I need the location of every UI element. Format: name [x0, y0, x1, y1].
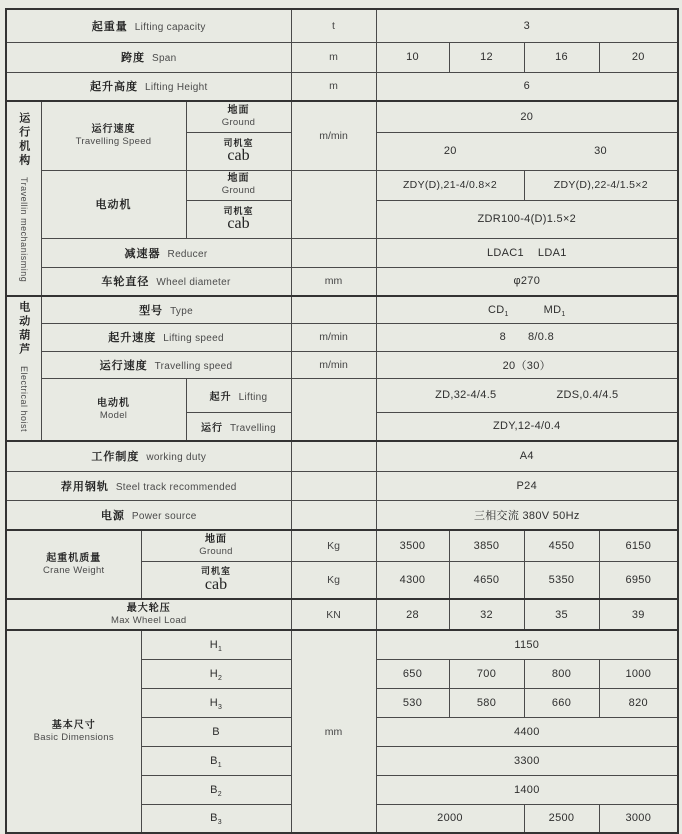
- hoist-motor-label-zh: 电动机: [97, 397, 130, 409]
- basic-dimensions-label-en: Basic Dimensions: [33, 731, 114, 743]
- row-hoist-travelling-speed: [6, 351, 678, 378]
- hoist-type-label: [41, 296, 291, 323]
- wheel-diameter-label-zh: 车轮直径: [101, 276, 150, 289]
- crane-weight-ground-zh: 地面: [205, 534, 227, 546]
- hoist-motor-unit: [291, 378, 376, 441]
- hoist-lifting-speed-label: [41, 323, 291, 351]
- working-duty-unit: [291, 441, 376, 471]
- travel-speed-label-zh: 运行速度: [91, 124, 136, 136]
- row-crane-weight-ground: [6, 530, 678, 561]
- hoist-travelling-speed-label: [41, 351, 291, 378]
- working-duty-label-en: working duty: [146, 452, 207, 464]
- lifting-capacity-label-en: Lifting capacity: [134, 21, 206, 33]
- dim-b1-sublabel: $B_1$: [141, 746, 291, 775]
- basic-dimensions-unit: mm: [291, 630, 376, 833]
- reducer-value-left: LDAC1: [486, 246, 524, 259]
- crane-weight-ground-unit: Kg: [291, 530, 376, 561]
- travel-speed-ground-sublabel: [186, 101, 291, 132]
- travel-motor-cab-value: ZDR100-4(D)1.5×2: [376, 200, 678, 238]
- row-max-wheel-load: [6, 599, 678, 630]
- dim-h3-value-0: 530: [376, 688, 449, 717]
- max-wheel-load-value-1: 32: [449, 599, 524, 630]
- travel-motor-cab-zh: 司机室: [223, 205, 254, 216]
- max-wheel-load-value-3: 39: [599, 599, 678, 630]
- reducer-label-en: Reducer: [167, 248, 208, 260]
- dim-b1-value: 3300: [376, 746, 678, 775]
- crane-weight-label: [6, 530, 141, 599]
- dim-b3-value-mid: 2500: [524, 804, 599, 833]
- power-source-label: [6, 500, 291, 530]
- hoist-motor-label: [41, 378, 186, 441]
- power-source-label-en: Power source: [131, 510, 197, 522]
- dim-h2-sublabel: $H_2$: [141, 659, 291, 688]
- span-label: [6, 42, 291, 72]
- max-wheel-load-unit: KN: [291, 599, 376, 630]
- electrical-hoist-band: [6, 296, 41, 441]
- travel-motor-ground-zh: 地面: [227, 173, 250, 185]
- hoist-motor-travelling-sublabel: [186, 412, 291, 441]
- crane-weight-cab-unit: Kg: [291, 561, 376, 599]
- travel-motor-ground-value-left: ZDY(D),21-4/0.8×2: [376, 170, 524, 200]
- working-duty-label: [6, 441, 291, 471]
- span-value-20m: 20: [599, 42, 678, 72]
- hoist-motor-travelling-value: ZDY,12-4/0.4: [376, 412, 678, 441]
- travel-speed-cab-en: cab: [227, 147, 250, 165]
- crane-weight-cab-value-1: 4650: [449, 561, 524, 599]
- crane-weight-cab-value-0: 4300: [376, 561, 449, 599]
- dim-h2-value-3: 1000: [599, 659, 678, 688]
- basic-dimensions-label-zh: 基本尺寸: [51, 719, 96, 731]
- basic-dimensions-label: [6, 630, 141, 833]
- travel-speed-label: [41, 101, 186, 170]
- hoist-lifting-speed-unit: m/min: [291, 323, 376, 351]
- row-travel-speed-ground: [6, 101, 678, 132]
- reducer-value: [376, 238, 678, 267]
- dim-b3-value-right: 3000: [599, 804, 678, 833]
- steel-track-value: P24: [376, 471, 678, 500]
- hoist-travelling-speed-value: 20（30）: [376, 351, 678, 378]
- electrical-hoist-band-en: Electrical hoist: [18, 366, 29, 433]
- hoist-travelling-speed-label-en: Travelling speed: [154, 360, 233, 372]
- wheel-diameter-label: [41, 267, 291, 296]
- steel-track-unit: [291, 471, 376, 500]
- crane-weight-cab-value-2: 5350: [524, 561, 599, 599]
- crane-weight-cab-value-3: 6950: [599, 561, 678, 599]
- travel-speed-label-en: Travelling Speed: [75, 136, 152, 148]
- reducer-unit: [291, 238, 376, 267]
- span-unit: m: [291, 42, 376, 72]
- wheel-diameter-value: φ270: [376, 267, 678, 296]
- travel-speed-ground-en: Ground: [221, 117, 256, 129]
- travel-speed-cab-sublabel: [186, 132, 291, 170]
- reducer-value-right: LDA1: [537, 246, 567, 259]
- hoist-type-value: [376, 296, 678, 323]
- steel-track-label-en: Steel track recommended: [115, 481, 237, 493]
- travel-motor-unit: [291, 170, 376, 238]
- span-label-zh: 跨度: [120, 52, 145, 64]
- row-span: [6, 42, 678, 72]
- crane-weight-cab-sublabel: [141, 561, 291, 599]
- crane-weight-ground-value-3: 6150: [599, 530, 678, 561]
- row-lifting-capacity: [6, 9, 678, 42]
- dim-h3-value-1: 580: [449, 688, 524, 717]
- row-reducer: [6, 238, 678, 267]
- travel-motor-label: [41, 170, 186, 238]
- dim-h3-value-2: 660: [524, 688, 599, 717]
- row-dim-h1: [6, 630, 678, 659]
- row-steel-track: [6, 471, 678, 500]
- electrical-hoist-band-zh: 电动葫芦: [17, 301, 30, 358]
- row-wheel-diameter: [6, 267, 678, 296]
- crane-weight-label-en: Crane Weight: [42, 564, 105, 576]
- dim-h2-value-0: 650: [376, 659, 449, 688]
- hoist-motor-lifting-value-left: ZD,32-4/4.5: [435, 389, 497, 401]
- hoist-motor-lifting-zh: 起升: [209, 391, 232, 403]
- travel-motor-ground-sublabel: [186, 170, 291, 200]
- lifting-height-unit: m: [291, 72, 376, 101]
- hoist-lifting-speed-label-zh: 起升速度: [108, 332, 157, 344]
- dim-h3-value-3: 820: [599, 688, 678, 717]
- travel-speed-ground-zh: 地面: [227, 105, 250, 117]
- dim-b-sublabel: B: [141, 717, 291, 746]
- hoist-motor-lifting-value-right: ZDS,0.4/4.5: [556, 389, 619, 401]
- span-value-12m: 12: [449, 42, 524, 72]
- lifting-height-label: [6, 72, 291, 101]
- hoist-motor-lifting-en: Lifting: [238, 391, 268, 403]
- hoist-motor-travelling-en: Travelling: [230, 422, 276, 434]
- lifting-capacity-unit: t: [291, 9, 376, 42]
- reducer-label: [41, 238, 291, 267]
- lifting-capacity-label-zh: 起重量: [91, 20, 128, 33]
- travel-speed-ground-value: 20: [376, 101, 678, 132]
- row-working-duty: [6, 441, 678, 471]
- max-wheel-load-value-2: 35: [524, 599, 599, 630]
- dim-b-value: 4400: [376, 717, 678, 746]
- row-hoist-type: [6, 296, 678, 323]
- wheel-diameter-unit: mm: [291, 267, 376, 296]
- travel-motor-cab-en: cab: [227, 215, 250, 233]
- power-source-unit: [291, 500, 376, 530]
- hoist-motor-travelling-zh: 运行: [201, 422, 224, 434]
- span-value-16m: 16: [524, 42, 599, 72]
- hoist-motor-lifting-value: [376, 378, 678, 412]
- dim-b3-sublabel: $B_3$: [141, 804, 291, 833]
- dim-h2-value-1: 700: [449, 659, 524, 688]
- hoist-type-label-zh: 型号: [139, 304, 164, 317]
- steel-track-label: [6, 471, 291, 500]
- lifting-capacity-label: [6, 9, 291, 42]
- travelling-mechanism-band-en: Travellin mechanisming: [18, 176, 29, 283]
- travel-motor-ground-value-right: ZDY(D),22-4/1.5×2: [524, 170, 678, 200]
- hoist-motor-lifting-sublabel: [186, 378, 291, 412]
- working-duty-value: A4: [376, 441, 678, 471]
- row-travel-motor-ground: [6, 170, 678, 200]
- travel-motor-cab-sublabel: [186, 200, 291, 238]
- lifting-height-value: 6: [376, 72, 678, 101]
- hoist-lifting-speed-value-left: 8: [499, 331, 507, 343]
- hoist-lifting-speed-value-right: 8/0.8: [528, 331, 554, 343]
- travelling-mechanism-band: [6, 101, 41, 296]
- hoist-motor-label-en: Model: [99, 409, 128, 421]
- reducer-label-zh: 减速器: [124, 247, 161, 260]
- hoist-type-value-right: $MD_1$: [543, 303, 566, 318]
- dim-h3-sublabel: $H_3$: [141, 688, 291, 717]
- row-power-source: [6, 500, 678, 530]
- crane-spec-table: [5, 8, 679, 834]
- dim-b2-sublabel: $B_2$: [141, 775, 291, 804]
- travel-motor-ground-en: Ground: [221, 185, 256, 197]
- dim-h1-sublabel: $H_1$: [141, 630, 291, 659]
- crane-weight-ground-value-0: 3500: [376, 530, 449, 561]
- max-wheel-load-value-0: 28: [376, 599, 449, 630]
- power-source-label-zh: 电源: [100, 509, 125, 522]
- hoist-travelling-speed-label-zh: 运行速度: [99, 359, 148, 372]
- travel-speed-unit: m/min: [291, 101, 376, 170]
- max-wheel-load-label: [6, 599, 291, 630]
- row-hoist-lifting-speed: [6, 323, 678, 351]
- dim-b2-value: 1400: [376, 775, 678, 804]
- dim-b3-value-left: 2000: [376, 804, 524, 833]
- dim-h2-value-2: 800: [524, 659, 599, 688]
- hoist-type-label-en: Type: [170, 305, 193, 317]
- hoist-lifting-speed-value: [376, 323, 678, 351]
- hoist-type-value-left: $CD_1$: [487, 303, 509, 318]
- row-hoist-motor-lifting: [6, 378, 678, 412]
- crane-weight-ground-en: Ground: [199, 546, 233, 558]
- travel-motor-label-zh: 电动机: [95, 199, 132, 211]
- crane-weight-label-zh: 起重机质量: [46, 552, 102, 564]
- span-label-en: Span: [151, 53, 177, 64]
- travel-speed-cab-zh: 司机室: [223, 137, 254, 148]
- crane-weight-ground-value-1: 3850: [449, 530, 524, 561]
- steel-track-label-zh: 荐用钢轨: [60, 480, 109, 493]
- crane-weight-cab-en: cab: [204, 576, 228, 594]
- travel-speed-cab-value-left: 20: [376, 132, 524, 170]
- travel-speed-cab-value-right: 30: [524, 132, 678, 170]
- travelling-mechanism-band-zh: 运行机构: [17, 111, 30, 168]
- hoist-travelling-speed-unit: m/min: [291, 351, 376, 378]
- lifting-height-label-zh: 起升高度: [89, 81, 138, 94]
- wheel-diameter-label-en: Wheel diameter: [156, 277, 231, 289]
- crane-weight-ground-sublabel: [141, 530, 291, 561]
- hoist-type-unit: [291, 296, 376, 323]
- crane-weight-ground-value-2: 4550: [524, 530, 599, 561]
- crane-weight-cab-zh: 司机室: [201, 566, 232, 577]
- lifting-height-label-en: Lifting Height: [144, 82, 208, 94]
- row-lifting-height: [6, 72, 678, 101]
- hoist-lifting-speed-label-en: Lifting speed: [163, 333, 224, 344]
- power-source-value: 三相交流 380V 50Hz: [376, 500, 678, 530]
- lifting-capacity-value: 3: [376, 9, 678, 42]
- max-wheel-load-label-en: Max Wheel Load: [111, 614, 187, 626]
- dim-h1-value: 1150: [376, 630, 678, 659]
- max-wheel-load-label-zh: 最大轮压: [126, 602, 171, 614]
- working-duty-label-zh: 工作制度: [91, 451, 140, 464]
- span-value-10m: 10: [376, 42, 449, 72]
